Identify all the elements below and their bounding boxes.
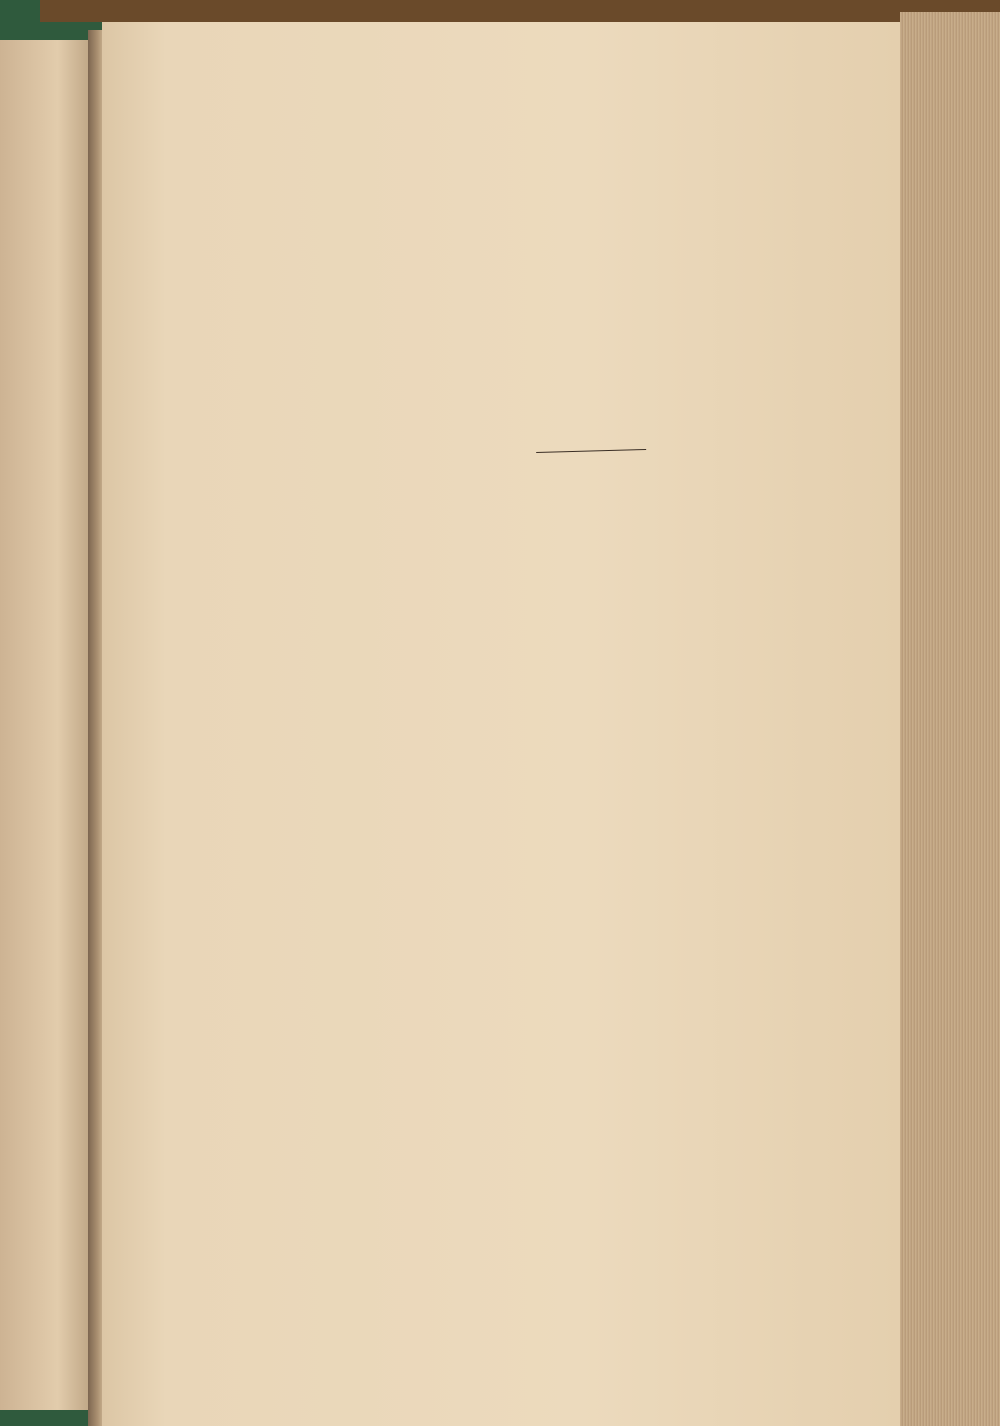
section-title <box>104 360 900 382</box>
book-binding <box>40 0 1000 22</box>
count-item <box>565 405 645 407</box>
left-page <box>0 40 96 1410</box>
top-section <box>102 30 893 52</box>
right-page <box>102 22 900 1426</box>
parish-counts <box>565 405 645 407</box>
page-edges <box>900 12 1000 1426</box>
page-text-block <box>102 30 900 1426</box>
count-item <box>565 405 645 407</box>
body-section <box>102 30 893 52</box>
sum-rule <box>536 449 646 453</box>
